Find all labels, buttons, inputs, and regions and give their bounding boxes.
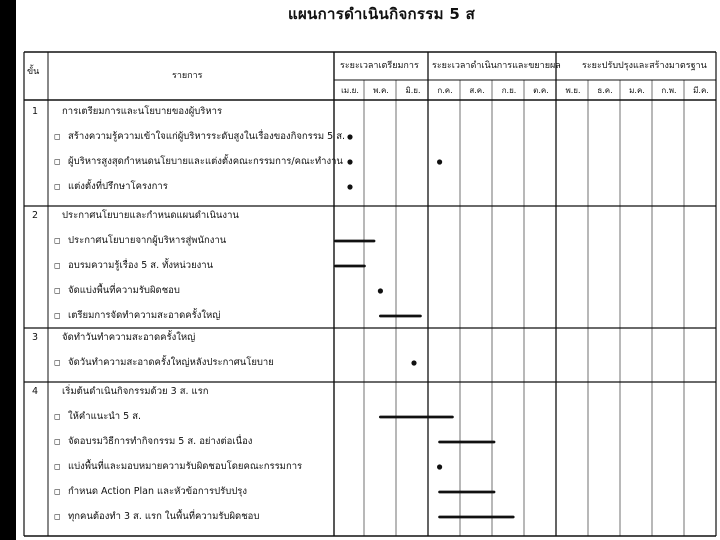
section-title: การเตรียมการและนโยบายของผู้บริหาร: [62, 106, 223, 117]
section-number: 2: [32, 210, 39, 221]
activity-item: จัดแบ่งพื้นที่ความรับผิดชอบ: [68, 285, 180, 296]
activity-item: ทุกคนต้องทำ 3 ส. แรก ในพื้นที่ความรับผิดชอบ: [68, 511, 260, 522]
activity-item: แต่งตั้งที่ปรึกษาโครงการ: [68, 181, 168, 192]
item-bullet: ◻: [54, 462, 61, 471]
section-number: 4: [32, 386, 39, 397]
month-header-3: ก.ค.: [437, 86, 453, 95]
section-title: ประกาศนโยบายและกำหนดแผนดำเนินงาน: [62, 210, 239, 221]
activity-item: จัดวันทำความสะอาดครั้งใหญ่หลังประกาศนโยบาย: [68, 357, 274, 368]
schedule-dot-1.1: [347, 134, 352, 139]
section-number: 1: [32, 106, 39, 117]
schedule-dot-1.2: [437, 159, 442, 164]
schedule-dot-4.3: [437, 464, 442, 469]
activity-item: ประกาศนโยบายจากผู้บริหารสู่พนักงาน: [68, 235, 227, 246]
month-header-5: ก.ย.: [501, 86, 517, 95]
month-header-4: ส.ค.: [469, 86, 485, 95]
section-title: จัดทำวันทำความสะอาดครั้งใหญ่: [62, 332, 196, 343]
section-title: เริ่มต้นดำเนินกิจกรรมด้วย 3 ส. แรก: [62, 386, 209, 397]
month-header-11: มี.ค.: [693, 86, 709, 95]
schedule-dot-3.1: [411, 360, 416, 365]
month-header-6: ต.ค.: [533, 86, 549, 95]
item-bullet: ◻: [54, 286, 61, 295]
activity-item: ผู้บริหารสูงสุดกำหนดนโยบายและแต่งตั้งคณะกรรมการ/คณะทำงาน: [68, 156, 343, 167]
item-bullet: ◻: [54, 412, 61, 421]
activity-item: กำหนด Action Plan และหัวข้อการปรับปรุง: [68, 486, 248, 497]
period-header-std: ระยะปรับปรุงและสร้างมาตรฐาน: [582, 61, 707, 71]
item-bullet: ◻: [54, 132, 61, 141]
section-number: 3: [32, 332, 39, 343]
activity-item: แบ่งพื้นที่และมอบหมายความรับผิดชอบโดยคณะกรรมการ: [68, 461, 303, 472]
activity-item: ให้คำแนะนำ 5 ส.: [68, 411, 142, 422]
items-header: รายการ: [172, 71, 203, 81]
activity-item: อบรมความรู้เรื่อง 5 ส. ทั้งหน่วยงาน: [68, 260, 214, 271]
item-bullet: ◻: [54, 487, 61, 496]
schedule-dot-2.3: [378, 288, 383, 293]
item-bullet: ◻: [54, 358, 61, 367]
month-header-10: ก.พ.: [661, 86, 677, 95]
month-header-0: เม.ย.: [341, 86, 359, 95]
item-bullet: ◻: [54, 236, 61, 245]
month-header-2: มิ.ย.: [405, 86, 421, 95]
item-bullet: ◻: [54, 182, 61, 191]
period-header-run: ระยะเวลาดำเนินการและขยายผล: [432, 61, 561, 71]
month-header-8: ธ.ค.: [597, 86, 613, 95]
item-bullet: ◻: [54, 512, 61, 521]
month-header-9: ม.ค.: [629, 86, 645, 95]
step-header: ขั้น: [27, 67, 40, 77]
activity-item: จัดอบรมวิธีการทำกิจกรรม 5 ส. อย่างต่อเนื่อง: [68, 436, 253, 447]
activity-item: เตรียมการจัดทำความสะอาดครั้งใหญ่: [68, 310, 221, 321]
item-bullet: ◻: [54, 437, 61, 446]
activity-item: สร้างความรู้ความเข้าใจแก่ผู้บริหารระดับสูงในเรื่องของกิจกรรม 5 ส.: [68, 131, 346, 142]
page-title: แผนการดำเนินกิจกรรม 5 ส: [288, 5, 476, 23]
period-header-prep: ระยะเวลาเตรียมการ: [340, 61, 419, 71]
item-bullet: ◻: [54, 261, 61, 270]
month-header-7: พ.ย.: [565, 86, 581, 95]
month-header-1: พ.ค.: [373, 86, 389, 95]
item-bullet: ◻: [54, 311, 61, 320]
item-bullet: ◻: [54, 157, 61, 166]
schedule-dot-1.2: [347, 159, 352, 164]
schedule-dot-1.3: [347, 184, 352, 189]
